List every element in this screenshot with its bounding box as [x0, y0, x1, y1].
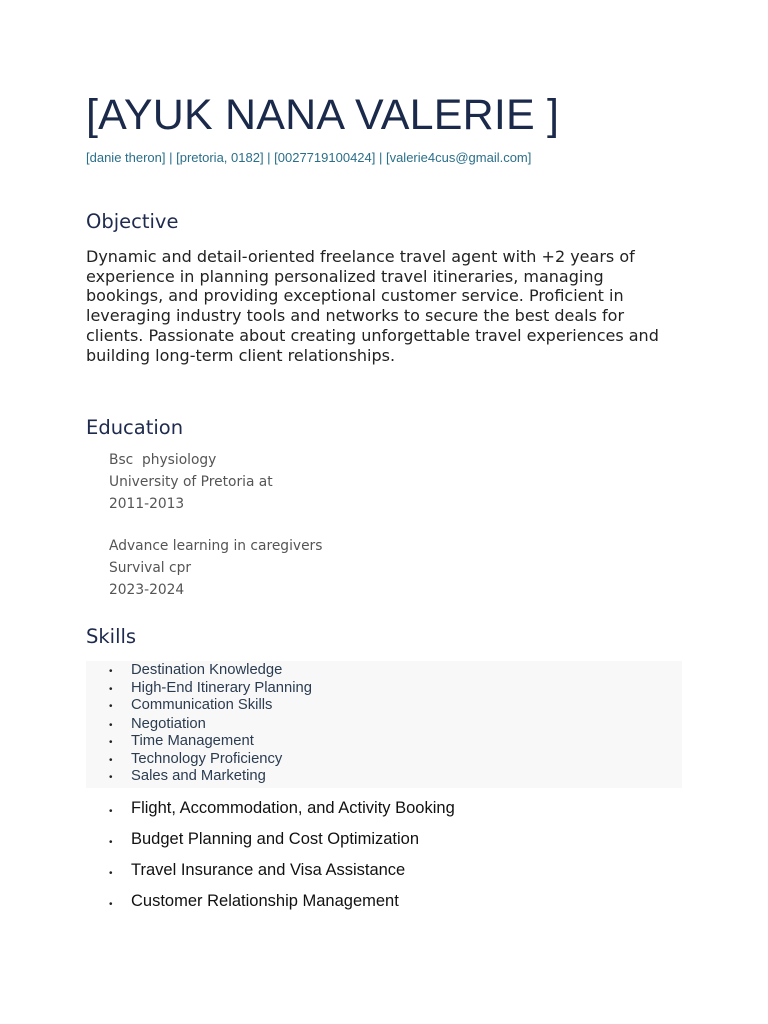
bullet-icon: •	[109, 720, 113, 731]
contact-line: [danie theron] | [pretoria, 0182] | [0027719100424] | [valerie4cus@gmail.com]	[86, 150, 532, 165]
skill-label: Travel Insurance and Visa Assistance	[131, 861, 406, 879]
bullet-icon: •	[109, 701, 113, 712]
skill-label: Flight, Accommodation, and Activity Booking	[131, 799, 455, 817]
education-degree: Bsc physiology	[109, 452, 217, 468]
skill-label: Budget Planning and Cost Optimization	[131, 830, 420, 848]
skill-label: Communication Skills	[131, 697, 273, 713]
education-degree: Advance learning in caregivers	[109, 538, 323, 554]
bullet-icon: •	[109, 837, 113, 848]
bullet-icon: •	[109, 684, 113, 695]
objective-heading: Objective	[86, 210, 179, 233]
objective-line: clients. Passionate about creating unforgettable travel experiences and	[86, 325, 659, 345]
skills-heading: Skills	[86, 625, 137, 648]
education-entry	[109, 449, 273, 515]
bullet-icon: •	[109, 666, 113, 677]
objective-line: experience in planning personalized travel itineraries, managing	[86, 266, 604, 286]
objective-line: leveraging industry tools and networks to secure the best deals for	[86, 306, 625, 326]
education-years: 2023-2024	[109, 582, 185, 598]
education-heading: Education	[86, 416, 184, 439]
bullet-icon: •	[109, 755, 113, 766]
bullet-icon: •	[109, 868, 113, 879]
skill-label: Customer Relationship Management	[131, 892, 399, 910]
skill-label: Destination Knowledge	[131, 662, 283, 678]
candidate-name: [AYUK NANA VALERIE ]	[86, 91, 560, 139]
skill-label: Technology Proficiency	[131, 751, 283, 767]
objective-line: bookings, and providing exceptional customer service. Proficient in	[86, 286, 624, 306]
bullet-icon: •	[109, 806, 113, 817]
skill-label: Negotiation	[131, 716, 206, 732]
skill-label: High-End Itinerary Planning	[131, 680, 312, 696]
bullet-icon: •	[109, 737, 113, 748]
bullet-icon: •	[109, 772, 113, 783]
education-institution: University of Pretoria at	[109, 474, 273, 490]
bullet-icon: •	[109, 899, 113, 910]
education-years: 2011-2013	[109, 496, 185, 512]
objective-line: building long-term client relationships.	[86, 345, 396, 365]
education-entry	[109, 535, 322, 601]
objective-paragraph	[86, 247, 686, 365]
education-institution: Survival cpr	[109, 560, 192, 576]
skill-label: Time Management	[131, 733, 254, 749]
objective-line: Dynamic and detail-oriented freelance travel agent with +2 years of	[86, 247, 635, 266]
skill-label: Sales and Marketing	[131, 768, 266, 784]
